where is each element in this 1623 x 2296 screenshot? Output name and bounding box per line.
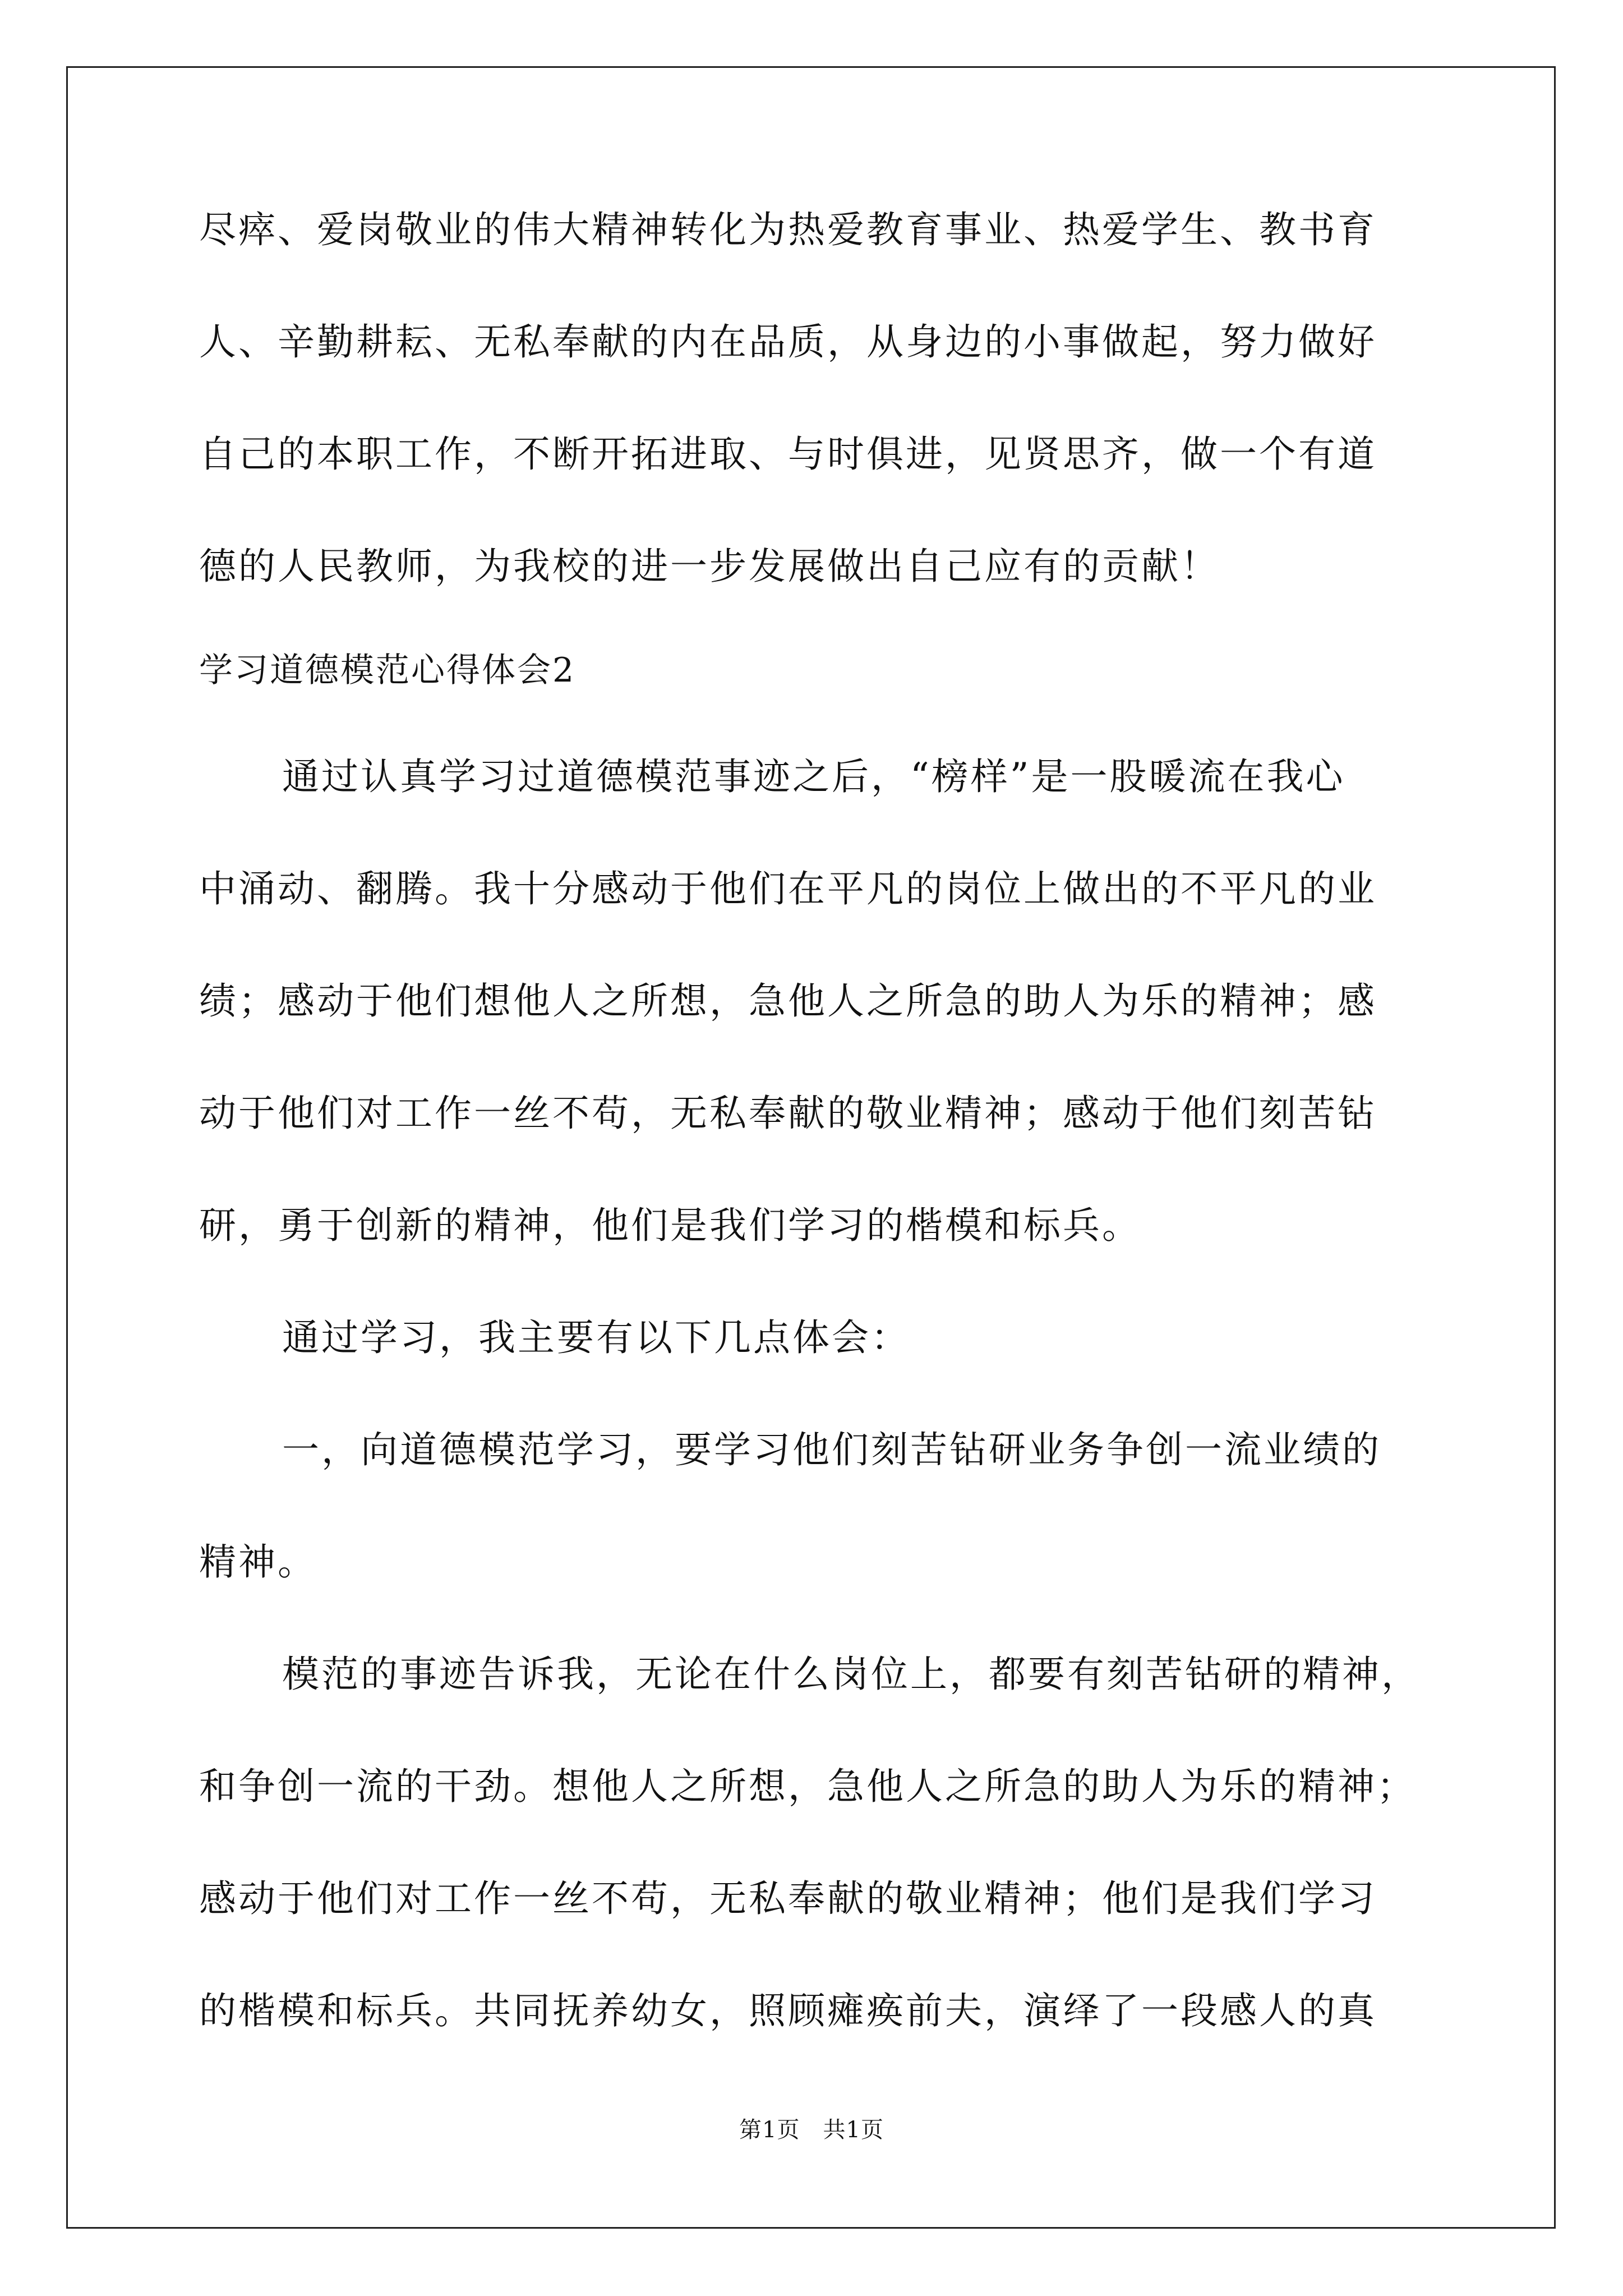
- text-line: 尽瘁、爱岗敬业的伟大精神转化为热爱教育事业、热爱学生、教书育: [199, 208, 1377, 251]
- text-line: 中涌动、翻腾。我十分感动于他们在平凡的岗位上做出的不平凡的业: [199, 867, 1377, 910]
- page-footer: 第1页 共1页: [739, 2117, 884, 2143]
- text-line: 精神。: [199, 1540, 317, 1584]
- text-line: 绩；感动于他们想他人之所想，急他人之所急的助人为乐的精神；感: [199, 979, 1377, 1023]
- text-line: 一，向道德模范学习，要学习他们刻苦钻研业务争创一流业绩的: [282, 1428, 1381, 1471]
- text-line: 的楷模和标兵。共同抚养幼女，照顾瘫痪前夫，演绎了一段感人的真: [199, 1989, 1377, 2032]
- text-line: 感动于他们对工作一丝不苟，无私奉献的敬业精神；他们是我们学习: [199, 1877, 1377, 1920]
- text-line: 通过认真学习过道德模范事迹之后，“榜样”是一股暖流在我心: [282, 755, 1345, 798]
- text-line: 模范的事迹告诉我，无论在什么岗位上，都要有刻苦钻研的精神，: [282, 1653, 1421, 1696]
- section-heading: 学习道德模范心得体会2: [199, 651, 576, 690]
- text-line: 人、辛勤耕耘、无私奉献的内在品质，从身边的小事做起，努力做好: [199, 320, 1377, 364]
- text-line: 研，勇于创新的精神，他们是我们学习的楷模和标兵。: [199, 1204, 1141, 1247]
- text-line: 自己的本职工作，不断开拓进取、与时俱进，见贤思齐，做一个有道: [199, 432, 1377, 476]
- text-line: 动于他们对工作一丝不苟，无私奉献的敬业精神；感动于他们刻苦钻: [199, 1092, 1377, 1135]
- text-line: 和争创一流的干劲。想他人之所想，急他人之所急的助人为乐的精神；: [199, 1765, 1416, 1808]
- text-line: 通过学习，我主要有以下几点体会：: [282, 1316, 910, 1359]
- text-line: 德的人民教师，为我校的进一步发展做出自己应有的贡献！: [199, 545, 1220, 588]
